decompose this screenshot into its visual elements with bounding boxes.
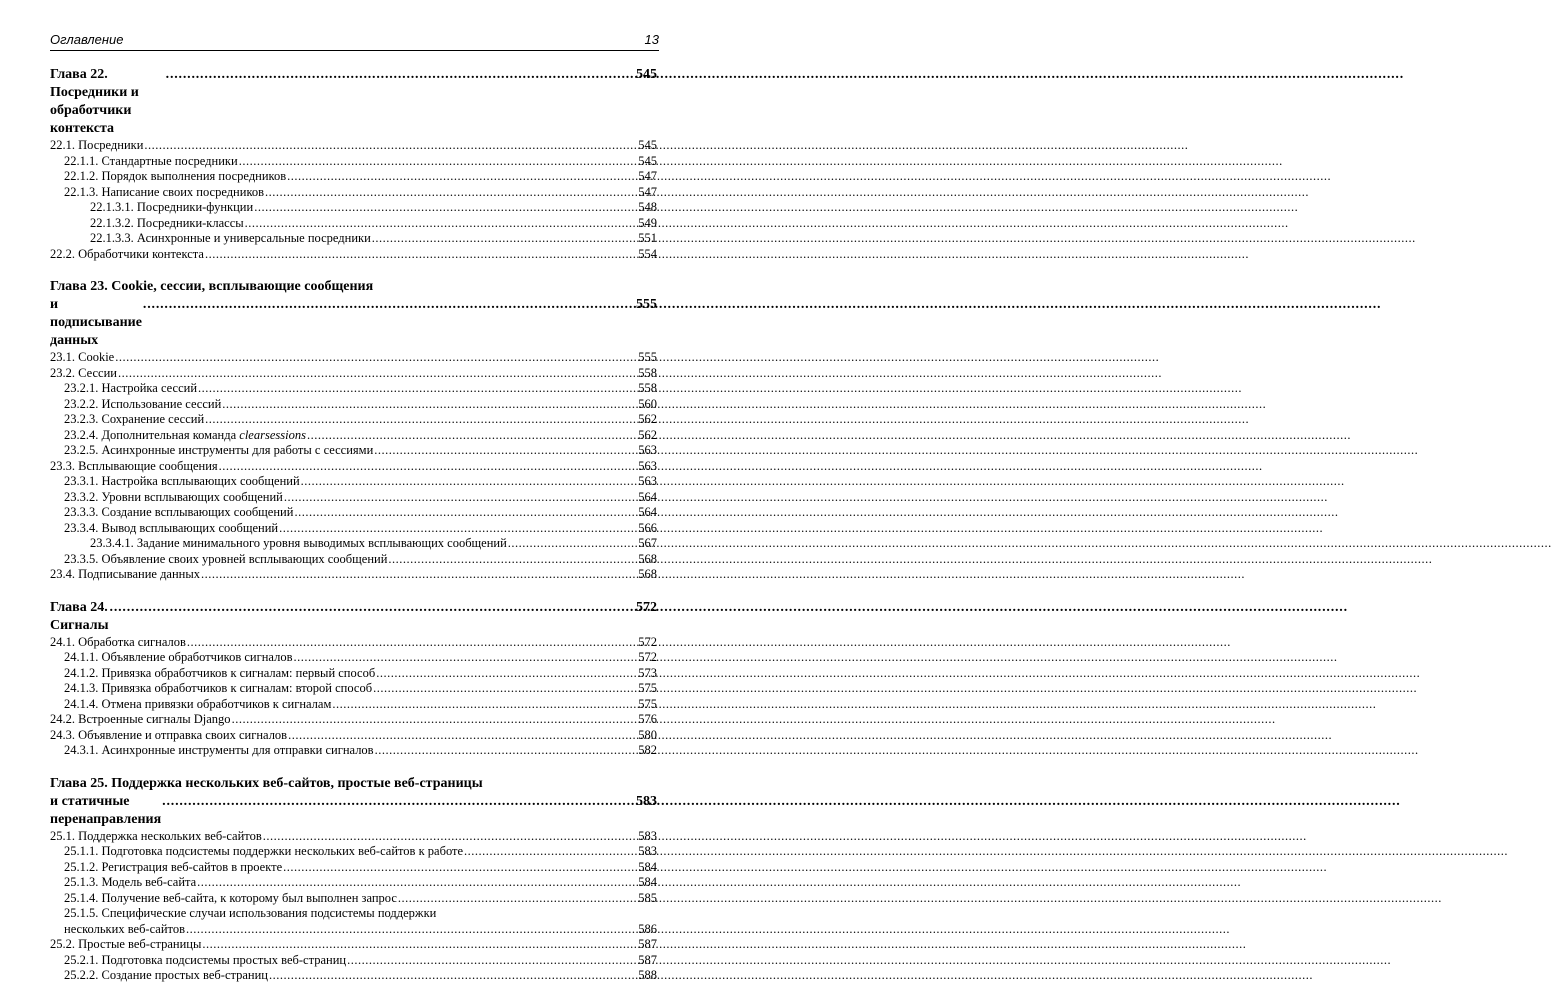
dot-leader <box>118 366 637 382</box>
toc-entry-page-number: 568 <box>638 551 657 566</box>
toc-entry-title <box>50 829 262 845</box>
toc-entry-title <box>64 428 306 444</box>
toc-entry-title <box>64 860 282 876</box>
toc-entry-title <box>64 891 397 907</box>
toc-entry-text: 22.1.1. Стандартные посредники <box>64 153 238 168</box>
toc-entry-page-number: 564 <box>638 489 657 504</box>
toc-entry-title <box>64 681 372 697</box>
toc-entry-title <box>64 185 264 201</box>
toc-entry-title <box>64 552 387 568</box>
toc-entry <box>50 697 657 713</box>
toc-entry <box>50 968 657 984</box>
chapter-title-row <box>50 66 657 138</box>
toc-entry <box>50 743 657 759</box>
chapter-title-row <box>50 296 657 350</box>
dot-leader <box>219 459 638 475</box>
toc-entry <box>50 350 657 366</box>
toc-entry-text: 23.3. Всплывающие сообщения <box>50 458 218 473</box>
toc-entry-title <box>50 712 231 728</box>
toc-entry-title <box>50 138 143 154</box>
toc-entry-command: clearsessions <box>239 427 306 442</box>
toc-entry-title <box>90 536 507 552</box>
toc-entry <box>50 428 657 444</box>
dot-leader <box>205 412 637 428</box>
toc-entry <box>50 216 657 232</box>
toc-entry-page-number: 573 <box>638 665 657 680</box>
toc-entry-title <box>64 953 346 969</box>
toc-entry-title <box>64 381 197 397</box>
dot-leader <box>288 728 637 744</box>
dot-leader <box>143 296 635 314</box>
toc-entry-text: 24.1.3. Привязка обработчиков к сигналам: второй способ <box>64 681 373 695</box>
dot-leader <box>279 521 637 537</box>
toc-entry <box>50 937 657 953</box>
toc-entry-text: 22.1.2. Порядок выполнения посредников <box>64 169 287 183</box>
toc-entry-page-number: 584 <box>638 875 657 889</box>
toc-entry-text: 25.2.2. Создание простых веб-страниц <box>64 968 268 982</box>
toc-entry-page-number: 588 <box>638 968 657 982</box>
toc-entry-text: 23.2.3. Сохранение сессий <box>64 412 205 426</box>
chapter-block <box>50 278 657 583</box>
toc-entry-text: 24.1.1. Объявление обработчиков сигналов <box>64 650 293 664</box>
toc-entry-text: 23.3.4. Вывод всплывающих сообщений <box>64 520 279 535</box>
toc-entry-first-line: 25.1.5. Специфические случаи использования подсистемы поддержки <box>64 906 437 920</box>
toc-entry <box>50 154 657 170</box>
chapter-page-number: 555 <box>636 297 657 312</box>
dot-leader <box>245 216 638 232</box>
toc-entry-text: 25.1.2. Регистрация веб-сайтов в проекте <box>64 859 283 874</box>
toc-entry <box>50 381 657 397</box>
toc-entry-title <box>64 968 268 984</box>
toc-entry <box>50 459 657 475</box>
toc-entry-page-number: 575 <box>638 681 657 695</box>
toc-entry-text: 23.2.1. Настройка сессий <box>64 381 198 395</box>
toc-entry-title <box>50 937 201 953</box>
toc-entry-page-number: 567 <box>638 536 657 550</box>
toc-entry-text: 23.2.5. Асинхронные инструменты для работы с сессиями <box>64 443 374 457</box>
toc-entry-page-number: 551 <box>638 231 657 245</box>
toc-entry-page-number: 563 <box>638 458 657 473</box>
toc-entry-text: 23.2. Сессии <box>50 365 117 380</box>
toc-entry-page-number: 547 <box>638 184 657 199</box>
toc-entry <box>50 474 657 490</box>
toc-entry <box>50 875 657 891</box>
dot-leader <box>294 505 637 521</box>
toc-entry-text: 25.1.3. Модель веб-сайта <box>64 875 197 889</box>
running-head <box>50 32 659 51</box>
running-head-title: Оглавление <box>50 32 124 47</box>
toc-entry-title <box>64 521 278 537</box>
dot-leader <box>283 860 637 876</box>
dot-leader <box>347 953 637 969</box>
toc-entry <box>50 231 657 247</box>
dot-leader <box>115 350 637 366</box>
dot-leader <box>166 66 635 84</box>
toc-entry-page-number: 582 <box>638 743 657 757</box>
toc-entry <box>50 728 657 744</box>
toc-entry-page-number: 576 <box>638 712 657 726</box>
dot-leader <box>205 247 637 263</box>
toc-entry-title <box>64 844 463 860</box>
toc-entry-title <box>50 635 186 651</box>
toc-entry-text: 24.1. Обработка сигналов <box>50 634 186 649</box>
dot-leader <box>284 490 637 506</box>
toc-entry-text: 24.3. Объявление и отправка своих сигналов <box>50 727 288 742</box>
toc-entry <box>50 844 657 860</box>
toc-entry-page-number: 580 <box>638 727 657 742</box>
toc-entry-page-number: 555 <box>638 350 657 364</box>
dot-leader <box>508 536 637 552</box>
toc-entry-page-number: 558 <box>638 381 657 395</box>
dot-leader <box>375 743 638 759</box>
toc-entry <box>50 922 657 938</box>
dot-leader <box>202 937 637 953</box>
dot-leader <box>376 666 637 682</box>
toc-entry-page-number: 545 <box>638 138 657 152</box>
toc-entry <box>50 443 657 459</box>
chapter-page-number: 572 <box>636 599 657 615</box>
chapter-title-line: Глава 25. Поддержка нескольких веб-сайтов, простые веб-страницы <box>50 775 483 791</box>
toc-entry-text: 22.1.3. Написание своих посредников <box>64 184 265 199</box>
toc-entry-text: 23.3.3. Создание всплывающих сообщений <box>64 505 294 519</box>
toc-entry-page-number: 547 <box>638 169 657 183</box>
toc-entry-page-number: 548 <box>638 200 657 214</box>
chapter-block <box>50 599 657 759</box>
toc-entry-text: 23.3.2. Уровни всплывающих сообщений <box>64 489 283 504</box>
toc-entry <box>50 169 657 185</box>
dot-leader <box>254 200 637 216</box>
toc-entry-text: 22.2. Обработчики контекста <box>50 246 204 261</box>
toc-entry <box>50 185 657 201</box>
book-page <box>0 0 709 1000</box>
dot-leader <box>332 697 637 713</box>
chapter-title-line: Глава 22. Посредники и обработчики контекста <box>50 67 139 136</box>
toc-entry-text: 25.2.1. Подготовка подсистемы простых веб-страниц <box>64 952 347 967</box>
toc-entry <box>50 200 657 216</box>
chapter-block <box>50 775 657 984</box>
toc-entry-page-number: 564 <box>638 505 657 519</box>
toc-entry-title <box>64 922 185 938</box>
dot-leader <box>374 443 637 459</box>
toc-entry-text: 24.3.1. Асинхронные инструменты для отправки сигналов <box>64 743 374 757</box>
dot-leader <box>239 154 638 170</box>
dot-leader <box>293 650 637 666</box>
toc-entry <box>50 953 657 969</box>
chapter-title-line: и статичные перенаправления <box>50 793 162 827</box>
dot-leader <box>301 474 638 490</box>
toc-entry-text: 24.2. Встроенные сигналы Django <box>50 712 231 726</box>
toc-entry-page-number: 586 <box>638 921 657 936</box>
toc-entry-title <box>64 650 292 666</box>
toc-entry <box>50 860 657 876</box>
toc-entry-title <box>90 200 253 216</box>
dot-leader <box>464 844 637 860</box>
toc-entry-title <box>90 216 244 232</box>
chapter-title-line: и подписывание данных <box>50 297 142 348</box>
chapter-heading <box>50 775 657 829</box>
dot-leader <box>201 567 637 583</box>
toc-entry-title <box>64 743 374 759</box>
toc-entry <box>50 490 657 506</box>
toc-entry <box>50 666 657 682</box>
chapter-title-line: Глава 23. Cookie, сессии, всплывающие сообщения <box>50 279 374 294</box>
toc-entry-title <box>64 875 196 891</box>
toc-entry-page-number: 568 <box>638 567 657 581</box>
toc-entry-text: 24.1.4. Отмена привязки обработчиков к сигналам <box>64 696 332 711</box>
chapter-title-line: Глава 24. Сигналы <box>50 599 109 633</box>
toc-entry-page-number: 554 <box>638 246 657 261</box>
toc-entry-page-number: 585 <box>638 890 657 905</box>
dot-leader <box>198 381 637 397</box>
toc-entry-title <box>50 366 117 382</box>
toc-entry-title <box>64 397 221 413</box>
toc-entry-text: 23.2.4. Дополнительная команда <box>64 427 240 442</box>
chapter-page-number: 583 <box>636 793 657 809</box>
dot-leader <box>269 968 637 984</box>
toc-entry-text: 22.1. Посредники <box>50 138 144 152</box>
toc-entry-title <box>64 474 300 490</box>
toc-entry <box>50 521 657 537</box>
toc-entry-text: 24.1.2. Привязка обработчиков к сигналам: первый способ <box>64 665 376 680</box>
toc-entry-text: 23.3.1. Настройка всплывающих сообщений <box>64 474 300 488</box>
toc-entry-title <box>64 154 238 170</box>
toc-entry-text: 25.1.4. Получение веб-сайта, к которому был выполнен запрос <box>64 890 397 905</box>
chapter-title-row <box>50 599 657 635</box>
toc-entry-text: 22.1.3.1. Посредники-функции <box>90 200 254 214</box>
toc-entry-text: 23.2.2. Использование сессий <box>64 396 222 411</box>
toc-entry-page-number: 562 <box>638 427 657 442</box>
toc-entry <box>50 567 657 583</box>
chapter-block <box>50 66 657 262</box>
toc-entry <box>50 412 657 428</box>
chapter-title-row <box>50 793 657 829</box>
toc-entry <box>50 366 657 382</box>
toc-entry <box>50 397 657 413</box>
toc-entry-title <box>64 505 293 521</box>
dot-leader <box>222 397 637 413</box>
toc-entry-title <box>64 666 375 682</box>
toc-entry-title <box>64 697 331 713</box>
toc-entry <box>50 635 657 651</box>
dot-leader <box>388 552 637 568</box>
toc-entry-page-number: 549 <box>638 215 657 230</box>
toc-entry <box>50 829 657 845</box>
toc-entry-page-number: 583 <box>638 844 657 858</box>
dot-leader <box>162 793 635 811</box>
toc-entry-text: 25.2. Простые веб-страницы <box>50 937 202 951</box>
toc-entry-title <box>64 490 283 506</box>
dot-leader <box>263 829 638 845</box>
dot-leader <box>186 922 637 938</box>
toc-entry <box>50 552 657 568</box>
toc-entry-title <box>50 350 114 366</box>
toc-entry-text: 25.1. Поддержка нескольких веб-сайтов <box>50 828 262 843</box>
toc-entry-text: 23.1. Cookie <box>50 350 115 364</box>
toc-entry-title <box>50 459 218 475</box>
toc-entry-page-number: 563 <box>638 474 657 488</box>
dot-leader <box>187 635 637 651</box>
toc-entry <box>50 138 657 154</box>
table-of-contents <box>50 66 657 984</box>
toc-entry-title <box>64 443 373 459</box>
toc-entry-page-number: 587 <box>638 937 657 951</box>
toc-entry <box>50 681 657 697</box>
chapter-page-number: 545 <box>636 67 657 82</box>
toc-entry-title <box>50 567 200 583</box>
toc-entry-page-number: 584 <box>638 859 657 874</box>
toc-entry-page-number: 566 <box>638 520 657 535</box>
toc-entry-page-number: 563 <box>638 443 657 457</box>
toc-entry-title <box>64 412 204 428</box>
toc-entry-page-number: 545 <box>638 153 657 168</box>
toc-entry-title <box>50 728 287 744</box>
dot-leader <box>232 712 638 728</box>
toc-entry-text: 22.1.3.2. Посредники-классы <box>90 215 244 230</box>
chapter-heading <box>50 278 657 350</box>
toc-entry-page-number: 575 <box>638 696 657 711</box>
toc-entry-text: 23.4. Подписывание данных <box>50 567 200 581</box>
dot-leader <box>372 231 637 247</box>
dot-leader <box>373 681 637 697</box>
dot-leader <box>287 169 637 185</box>
toc-entry-text: нескольких веб-сайтов <box>64 921 185 936</box>
toc-entry <box>50 247 657 263</box>
toc-entry <box>50 891 657 907</box>
dot-leader <box>398 891 637 907</box>
dot-leader <box>265 185 637 201</box>
toc-entry-text: 23.3.4.1. Задание минимального уровня выводимых всплывающих сообщений <box>90 536 507 550</box>
page-number: 13 <box>644 32 659 47</box>
toc-entry-page-number: 587 <box>638 952 657 967</box>
dot-leader <box>110 599 635 617</box>
toc-entry <box>50 505 657 521</box>
chapter-heading <box>50 599 657 635</box>
toc-entry <box>50 536 657 552</box>
dot-leader <box>144 138 637 154</box>
toc-entry-title <box>64 169 286 185</box>
toc-entry-page-number: 560 <box>638 396 657 411</box>
toc-entry-page-number: 558 <box>638 365 657 380</box>
toc-entry-page-number: 562 <box>638 412 657 426</box>
chapter-heading <box>50 66 657 138</box>
toc-entry-text: 22.1.3.3. Асинхронные и универсальные посредники <box>90 231 371 245</box>
toc-entry-text: 23.3.5. Объявление своих уровней всплывающих сообщений <box>64 551 388 566</box>
toc-entry <box>50 650 657 666</box>
toc-entry-title <box>90 231 371 247</box>
dot-leader <box>307 428 637 444</box>
toc-entry-page-number: 583 <box>638 828 657 843</box>
toc-entry <box>50 712 657 728</box>
toc-entry-page-number: 572 <box>638 650 657 664</box>
toc-entry-text: 25.1.1. Подготовка подсистемы поддержки нескольких веб-сайтов к работе <box>64 844 464 858</box>
toc-entry-page-number: 572 <box>638 634 657 649</box>
toc-entry-title <box>50 247 204 263</box>
dot-leader <box>197 875 637 891</box>
